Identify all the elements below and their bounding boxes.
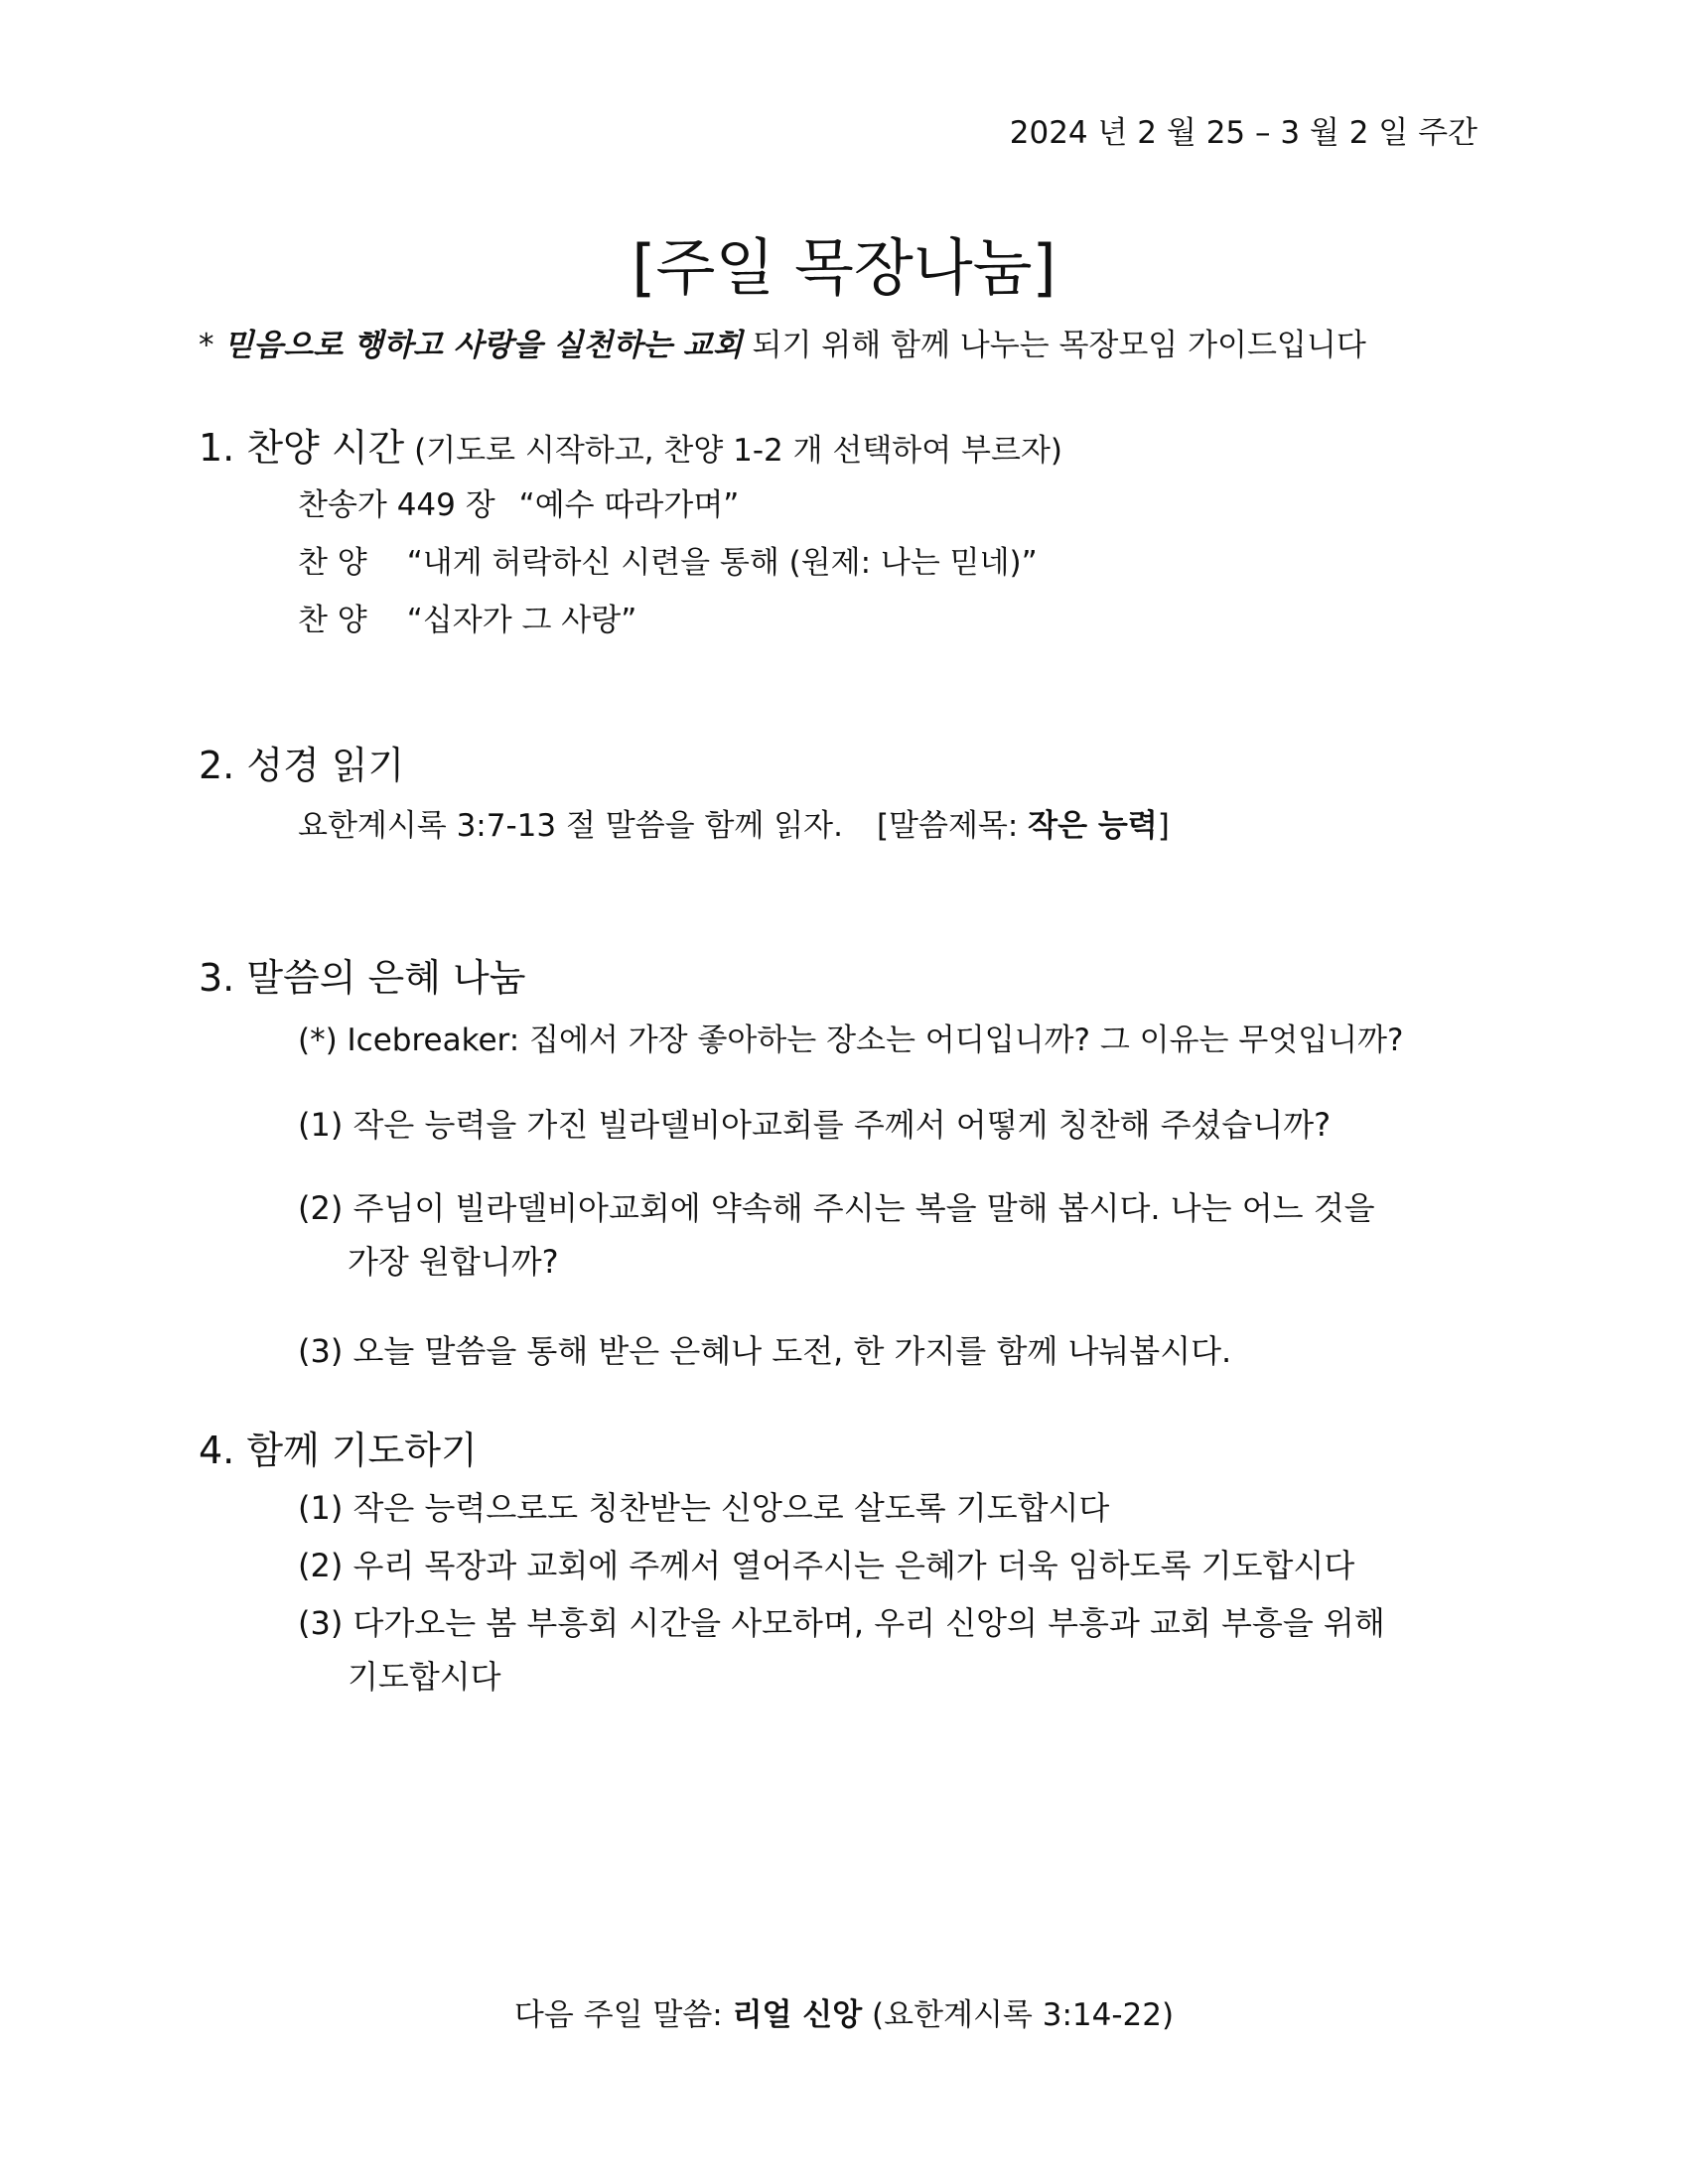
prayer-item-2: (2) 우리 목장과 교회에 주께서 열어주시는 은혜가 더욱 임하도록 기도합시다: [298, 1547, 1355, 1584]
praise-item-title: “예수 따라가며”: [518, 487, 740, 523]
praise-item-title: “십자가 그 사랑”: [406, 603, 637, 638]
sermon-prefix: [말씀제목:: [876, 808, 1029, 844]
reading-line: [298, 800, 1170, 845]
intro-line: [199, 320, 1366, 364]
praise-item: [298, 595, 636, 639]
sharing-question-3: (3) 오늘 말씀을 통해 받은 은혜나 도전, 한 가지를 함께 나눠봅시다.: [298, 1332, 1232, 1370]
sermon-suffix: ]: [1157, 808, 1170, 844]
section-reading-heading: 2. 성경 읽기: [199, 744, 405, 787]
praise-item-label: 찬 양: [298, 545, 367, 581]
prayer-item-3: (3) 다가오는 봄 부흥회 시간을 사모하며, 우리 신앙의 부흥과 교회 부흥을 위해: [298, 1604, 1385, 1642]
praise-item-label: 찬송가 449 장: [298, 487, 495, 523]
footer-prefix: 다음 주일 말씀:: [513, 1997, 733, 2033]
next-sermon-footer: [0, 1989, 1688, 2034]
praise-item-title: “내게 허락하신 시련을 통해 (원제: 나는 믿네)”: [406, 545, 1038, 581]
sharing-question-1: (1) 작은 능력을 가진 빌라델비아교회를 주께서 어떻게 칭찬해 주셨습니까?: [298, 1106, 1332, 1144]
icebreaker-question: (*) Icebreaker: 집에서 가장 좋아하는 장소는 어디입니까? 그 이유는 무엇입니까?: [298, 1023, 1404, 1058]
reading-text: 요한계시록 3:7-13 절 말씀을 함께 읽자.: [298, 808, 843, 844]
footer-suffix: (요한계시록 3:14-22): [862, 1997, 1175, 2033]
section-sharing-heading: 3. 말씀의 은혜 나눔: [199, 956, 526, 1000]
sharing-question-2-cont: 가장 원합니까?: [348, 1243, 559, 1281]
praise-item-label: 찬 양: [298, 603, 367, 638]
section-prayer-heading: 4. 함께 기도하기: [199, 1429, 478, 1472]
praise-item: [298, 537, 1038, 582]
intro-star: *: [199, 328, 214, 363]
sharing-question-2: (2) 주님이 빌라델비아교회에 약속해 주시는 복을 말해 봅시다. 나는 어느 것을: [298, 1189, 1375, 1227]
intro-emphasis: 믿음으로 행하고 사랑을 실천하는 교회: [223, 328, 743, 363]
intro-rest: 되기 위해 함께 나누는 목장모임 가이드입니다: [742, 328, 1366, 363]
praise-heading-text: 1. 찬양 시간: [199, 426, 405, 470]
praise-note: (기도로 시작하고, 찬양 1-2 개 선택하여 부르자): [404, 433, 1062, 469]
prayer-item-3-cont: 기도합시다: [348, 1658, 501, 1696]
page-title: [주일 목장나눔]: [632, 231, 1056, 304]
prayer-item-1: (1) 작은 능력으로도 칭찬받는 신앙으로 살도록 기도합시다: [298, 1489, 1110, 1527]
footer-title: 리얼 신앙: [732, 1997, 863, 2033]
sermon-title: 작은 능력: [1028, 808, 1158, 844]
praise-item: [298, 479, 739, 524]
date-range: 2024 년 2 월 25 – 3 월 2 일 주간: [1009, 115, 1477, 151]
section-praise-heading: [199, 417, 1062, 472]
